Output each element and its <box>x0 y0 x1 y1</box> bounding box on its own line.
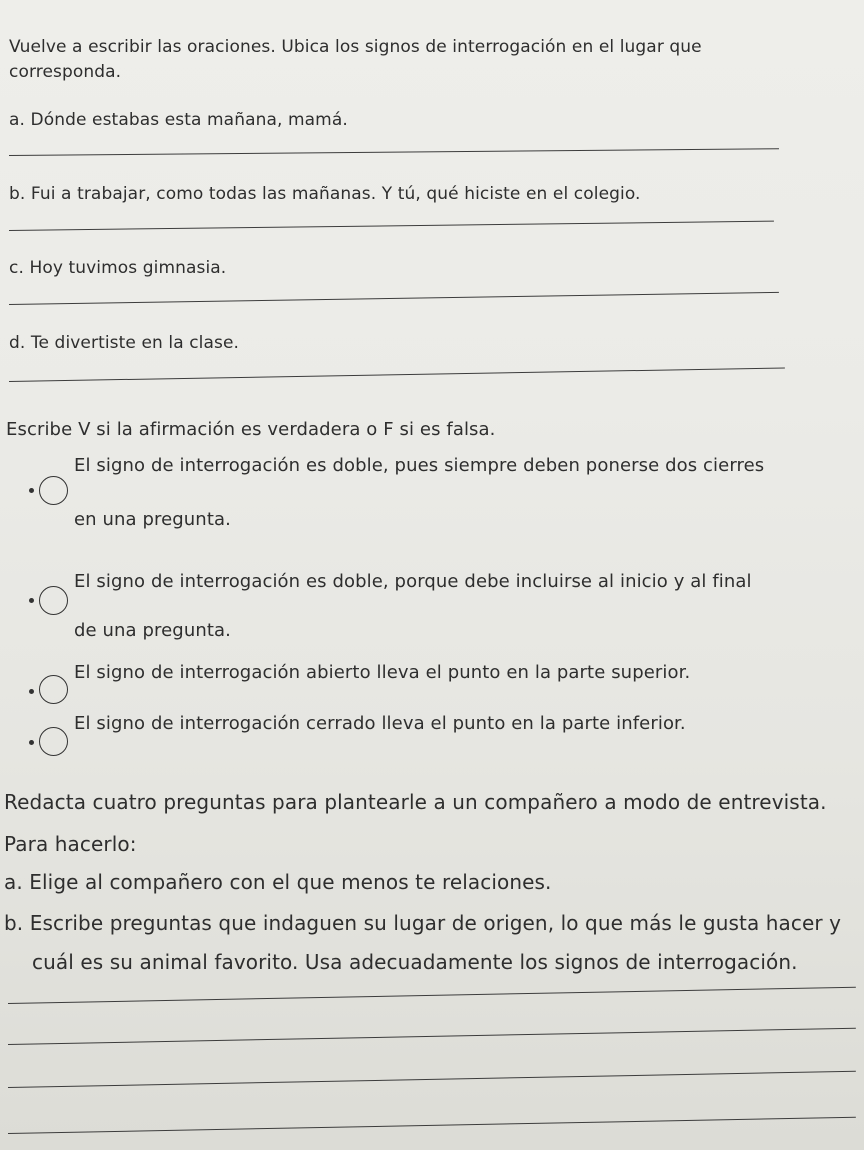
answer-line-a[interactable] <box>9 148 779 156</box>
writing-line-1[interactable] <box>8 987 856 1004</box>
answer-circle-4[interactable] <box>39 727 68 756</box>
sentence-b: b. Fui a trabajar, como todas las mañanas. Y tú, qué hiciste en el colegio. <box>9 184 641 204</box>
bullet-1 <box>29 488 34 493</box>
statement-3: El signo de interrogación abierto lleva el punto en la parte superior. <box>74 662 691 683</box>
statement-1-line2: en una pregunta. <box>74 509 231 530</box>
section3-subtitle: Para hacerlo: <box>4 832 137 856</box>
sentence-c: c. Hoy tuvimos gimnasia. <box>9 258 227 278</box>
answer-circle-3[interactable] <box>39 675 68 704</box>
statement-2-line1: El signo de interrogación es doble, porque debe incluirse al inicio y al final <box>74 571 752 592</box>
statement-2-line2: de una pregunta. <box>74 620 231 641</box>
section2-instruction: Escribe V si la afirmación es verdadera o F si es falsa. <box>6 419 496 440</box>
answer-line-b[interactable] <box>9 221 774 231</box>
statement-1-line1: El signo de interrogación es doble, pues siempre deben ponerse dos cierres <box>74 455 765 476</box>
section1-instruction-line1: Vuelve a escribir las oraciones. Ubica los signos de interrogación en el lugar que <box>9 37 702 57</box>
sentence-d: d. Te divertiste en la clase. <box>9 333 240 353</box>
step-b-line1: b. Escribe preguntas que indaguen su lugar de origen, lo que más le gusta hacer y <box>4 911 842 935</box>
writing-line-2[interactable] <box>8 1028 856 1045</box>
step-b-line2: cuál es su animal favorito. Usa adecuadamente los signos de interrogación. <box>32 950 798 974</box>
step-a: a. Elige al compañero con el que menos te relaciones. <box>4 870 552 894</box>
answer-line-d[interactable] <box>9 367 785 382</box>
section1-instruction-line2: corresponda. <box>9 62 122 82</box>
bullet-3 <box>29 689 34 694</box>
answer-line-c[interactable] <box>9 292 779 305</box>
section3-instruction: Redacta cuatro preguntas para plantearle a un compañero a modo de entrevista. <box>4 790 827 814</box>
writing-line-3[interactable] <box>8 1071 856 1088</box>
statement-4: El signo de interrogación cerrado lleva el punto en la parte inferior. <box>74 713 686 734</box>
answer-circle-2[interactable] <box>39 586 68 615</box>
sentence-a: a. Dónde estabas esta mañana, mamá. <box>9 110 348 130</box>
bullet-4 <box>29 740 34 745</box>
answer-circle-1[interactable] <box>39 476 68 505</box>
bullet-2 <box>29 598 34 603</box>
writing-line-4[interactable] <box>8 1117 856 1134</box>
